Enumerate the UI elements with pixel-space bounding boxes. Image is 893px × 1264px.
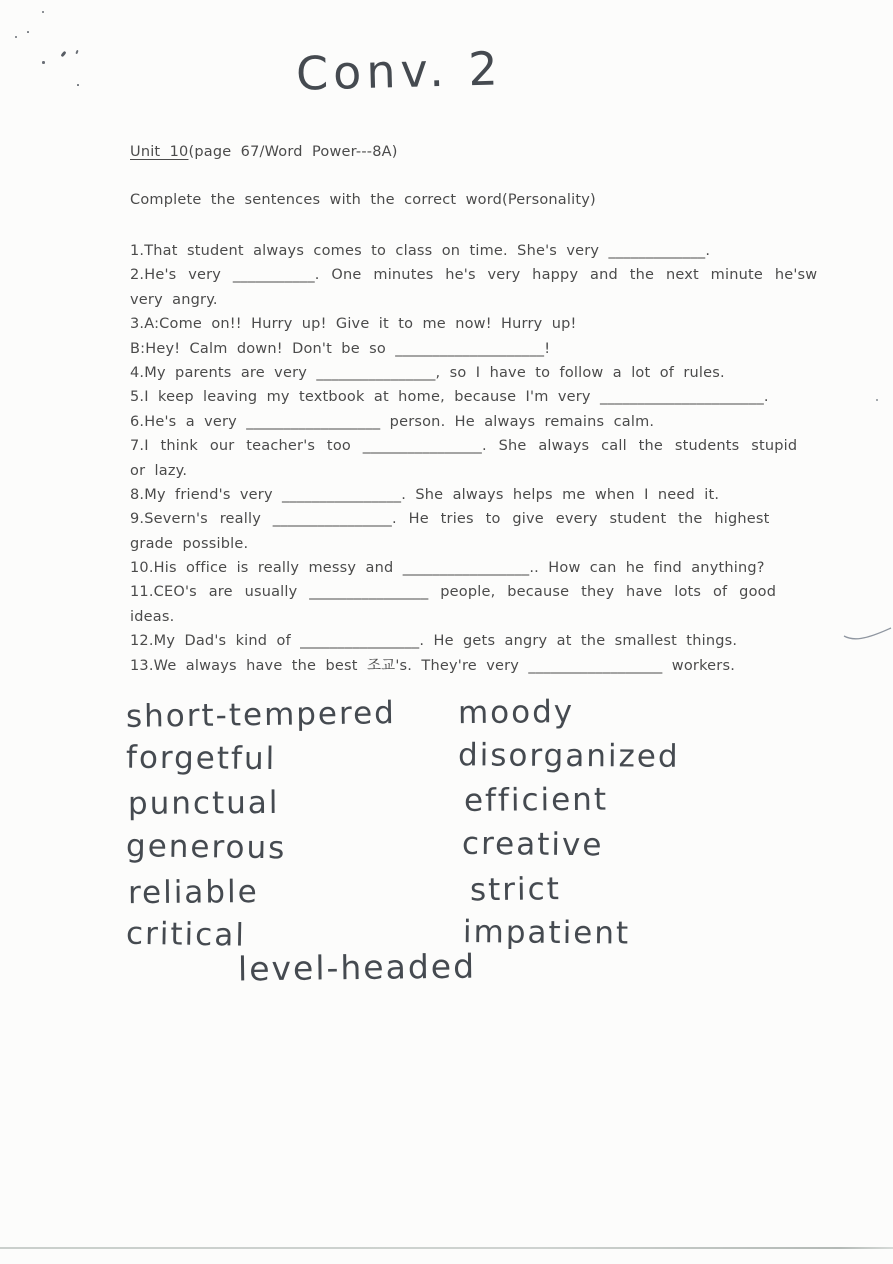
ink-speck <box>15 36 17 38</box>
sentence-line: B:Hey! Calm down! Don't be so ____________________! <box>130 340 551 357</box>
sentence-line: 13.We always have the best 조교's. They're very __________________ workers. <box>130 657 736 674</box>
sentence-line: ideas. <box>130 608 175 625</box>
word-bank-item: punctual <box>127 785 280 823</box>
sentence-line: 10.His office is really messy and _________________.. How can he find anything? <box>130 560 765 577</box>
sentence-line: 3.A:Come on!! Hurry up! Give it to me now! Hurry up! <box>130 316 577 333</box>
word-bank-item: short-tempered <box>125 695 397 735</box>
pen-tick-mark <box>60 51 66 58</box>
word-bank-item: reliable <box>127 873 259 911</box>
ink-speck <box>27 31 29 33</box>
word-bank-item: forgetful <box>125 739 277 778</box>
sentence-list <box>130 239 818 678</box>
sentence-line: 12.My Dad's kind of ________________. He gets angry at the smallest things. <box>130 633 738 650</box>
word-bank-item: strict <box>469 870 562 909</box>
sentence-line: very angry. <box>130 291 218 308</box>
pen-tick-mark <box>75 50 78 54</box>
instructions-text: Complete the sentences with the correct word(Personality) <box>130 192 596 208</box>
sentence-line: 8.My friend's very ________________. She always helps me when I need it. <box>130 486 720 503</box>
word-bank-item: moody <box>457 693 575 732</box>
word-bank-item: generous <box>125 827 287 866</box>
sentence-line: 6.He's a very __________________ person. He always remains calm. <box>130 413 655 430</box>
sentence-line: 2.He's very ___________. One minutes he's very happy and the next minute he'sw <box>130 267 818 284</box>
ink-speck <box>42 11 44 13</box>
paper-edge-shadow <box>0 1247 893 1249</box>
word-bank-item: impatient <box>462 914 631 952</box>
ink-speck <box>77 84 79 86</box>
sentence-line: 1.That student always comes to class on time. She's very _____________. <box>130 243 711 259</box>
unit-detail: (page 67/Word Power---8A) <box>188 144 398 160</box>
word-bank-item: creative <box>461 825 604 863</box>
word-bank-item: disorganized <box>457 737 680 775</box>
word-bank-left-column <box>126 695 396 960</box>
sentence-line: 5.I keep leaving my textbook at home, because I'm very ______________________. <box>130 389 769 406</box>
ink-speck <box>876 399 878 401</box>
unit-number: Unit 10 <box>130 144 189 160</box>
sentence-line: 7.I think our teacher's too ________________. She always call the students stupid <box>130 438 798 455</box>
sentence-line: or lazy. <box>130 462 188 479</box>
word-bank-item: level-headed <box>237 946 477 989</box>
word-bank-right-column <box>458 692 680 957</box>
sentence-line: 9.Severn's really ________________. He tries to give every student the highest <box>130 511 770 528</box>
handwritten-title: Conv. 2 <box>295 41 504 101</box>
ink-speck <box>42 61 45 64</box>
sentence-line: 4.My parents are very ________________, so I have to follow a lot of rules. <box>130 364 725 381</box>
word-bank-item: critical <box>125 915 247 954</box>
sentence-line: grade possible. <box>130 535 249 552</box>
sentence-line: 11.CEO's are usually ________________ people, because they have lots of good <box>130 584 777 601</box>
scan-hairline-artifact <box>843 626 893 644</box>
unit-heading <box>130 144 398 160</box>
word-bank-item: efficient <box>463 782 609 820</box>
